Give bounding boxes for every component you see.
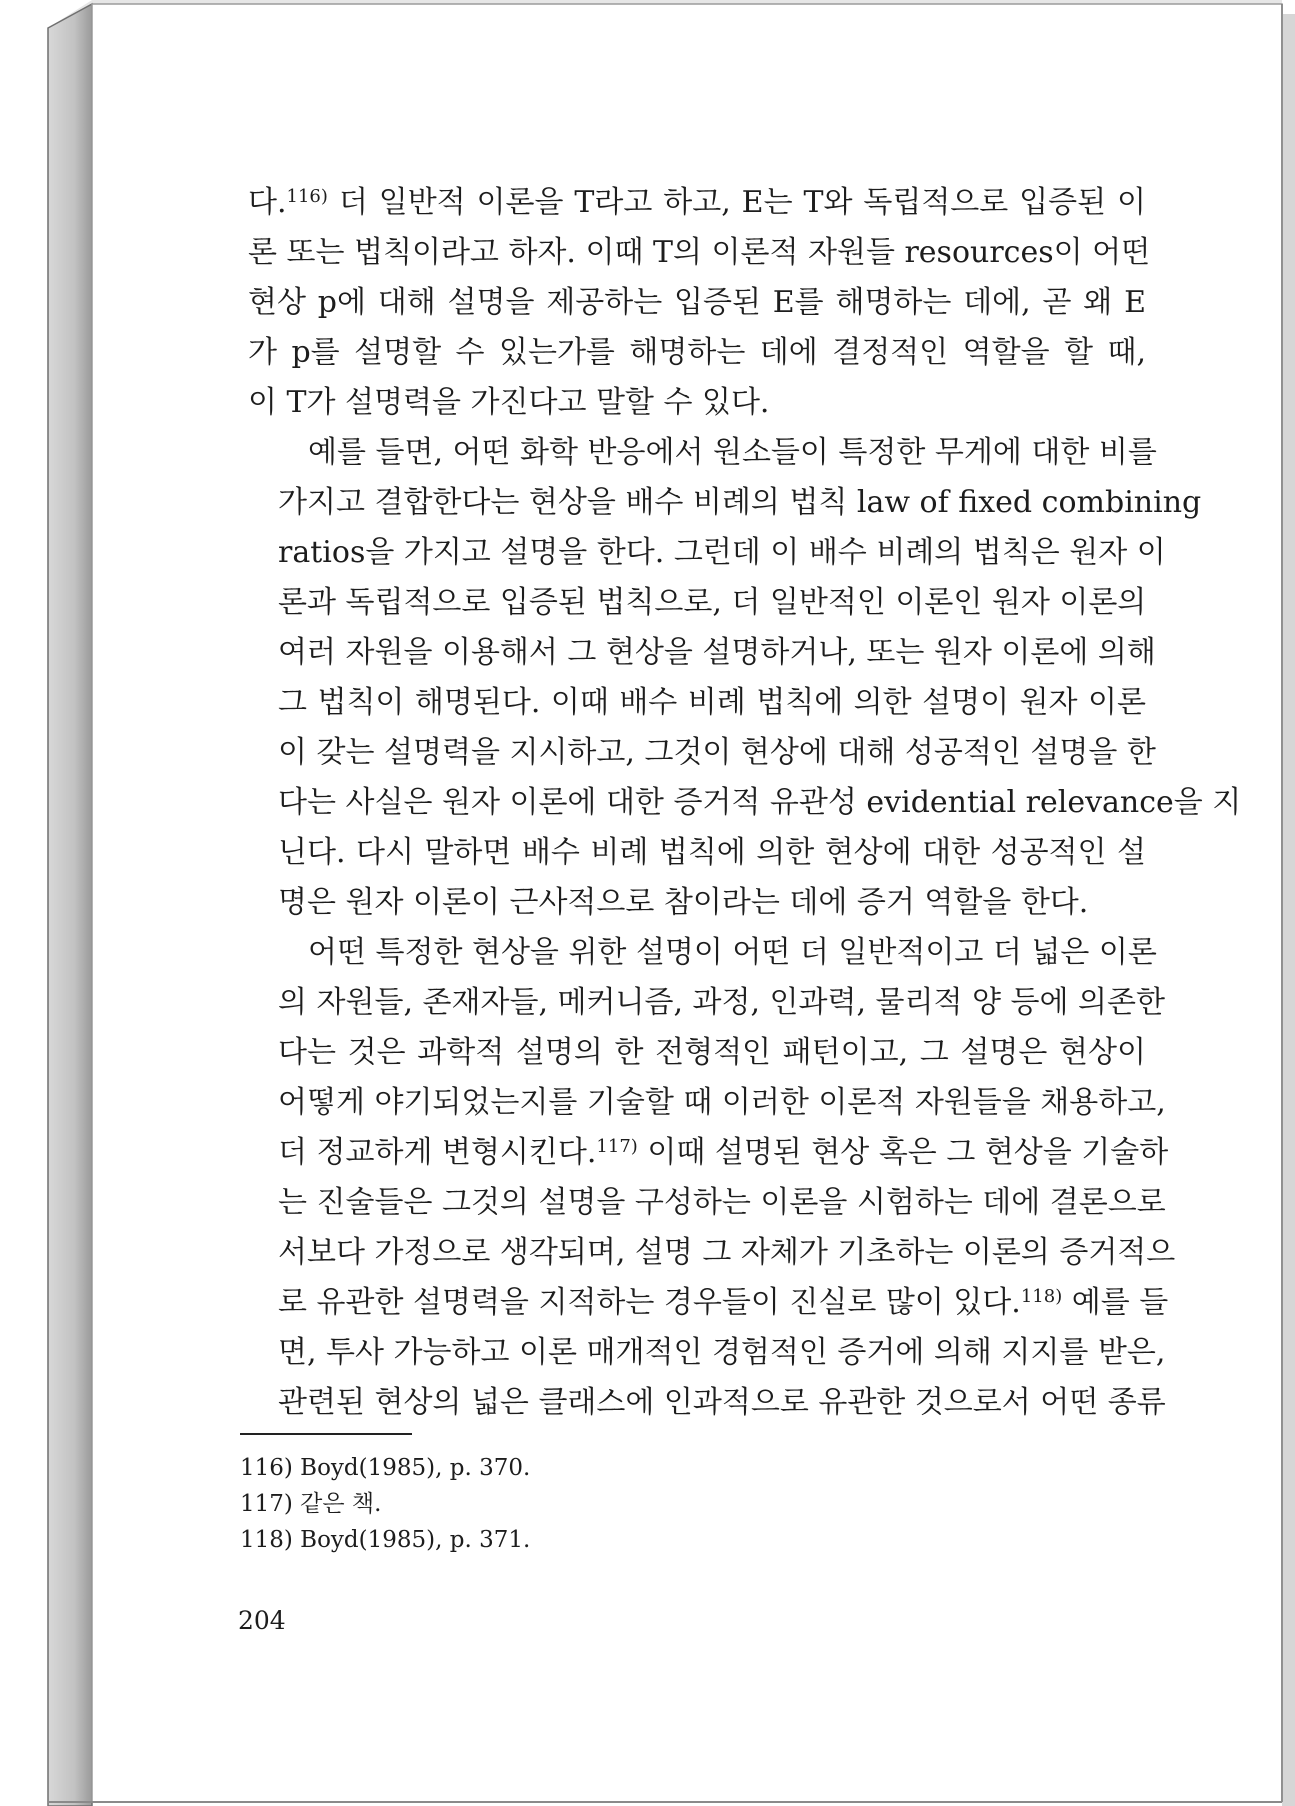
footnote-118: 118) Boyd(1985), p. 371.: [240, 1527, 531, 1553]
footnotes: [240, 1450, 530, 1558]
paragraph-3: [248, 928, 1176, 1428]
paragraph-2: [248, 428, 1242, 928]
text-line: 론 또는 법칙이라고 하자. 이때 T의 이론적 자원들 resources이 어떤: [248, 235, 1151, 270]
text-line: ratios을 가지고 설명을 한다. 그런데 이 배수 비례의 법칙은 원자 이: [278, 535, 1166, 570]
text-line: 다.$^{116)}$ 더 일반적 이론을 T라고 하고, E는 T와 독립적으로 입증된 이: [248, 185, 1146, 220]
footnote-116: 116) Boyd(1985), p. 370.: [240, 1455, 531, 1481]
text-line: 여러 자원을 이용해서 그 현상을 설명하거나, 또는 원자 이론에 의해: [278, 635, 1156, 670]
text-line: 닌다. 다시 말하면 배수 비례 법칙에 의한 현상에 대한 성공적인 설: [278, 835, 1146, 870]
text-line: 더 정교하게 변형시킨다.$^{117)}$ 이때 설명된 현상 혹은 그 현상을 기술하: [278, 1135, 1169, 1170]
footnote-marker: 116): [286, 186, 328, 207]
text-line: 가 p를 설명할 수 있는가를 해명하는 데에 결정적인 역할을 할 때,: [248, 335, 1146, 370]
page-number: 204: [238, 1606, 286, 1635]
text-line: 서보다 가정으로 생각되며, 설명 그 자체가 기초하는 이론의 증거적으: [278, 1235, 1176, 1270]
text-line: 어떻게 야기되었는지를 기술할 때 이러한 이론적 자원들을 채용하고,: [278, 1085, 1166, 1120]
footnote-117: 117) 같은 책.: [240, 1491, 382, 1517]
footnote-marker: 118): [1020, 1286, 1063, 1307]
text-line: 로 유관한 설명력을 지적하는 경우들이 진실로 많이 있다.$^{118)}$ 예를 들: [278, 1285, 1169, 1320]
text-line: 관련된 현상의 넓은 클래스에 인과적으로 유관한 것으로서 어떤 종류: [278, 1385, 1166, 1420]
footnote-divider: [240, 1433, 412, 1435]
paragraph-1: [248, 178, 1151, 428]
text-line: 다는 것은 과학적 설명의 한 전형적인 패턴이고, 그 설명은 현상이: [278, 1035, 1146, 1070]
footnote-marker: 117): [596, 1136, 638, 1157]
text-line: 현상 p에 대해 설명을 제공하는 입증된 E를 해명하는 데에, 곧 왜 E: [248, 285, 1146, 320]
text-line: 예를 들면, 어떤 화학 반응에서 원소들이 특정한 무게에 대한 비를: [308, 435, 1157, 470]
text-line: 는 진술들은 그것의 설명을 구성하는 이론을 시험하는 데에 결론으로: [278, 1185, 1166, 1220]
book-spine: [48, 4, 92, 1806]
text-line: 어떤 특정한 현상을 위한 설명이 어떤 더 일반적이고 더 넓은 이론: [308, 935, 1157, 970]
text-line: 가지고 결합한다는 현상을 배수 비례의 법칙 law of fixed combining: [278, 485, 1202, 520]
page-body: [248, 178, 1242, 1428]
text-line: 다는 사실은 원자 이론에 대한 증거적 유관성 evidential relevance을 지: [278, 785, 1242, 820]
text-line: 그 법칙이 해명된다. 이때 배수 비례 법칙에 의한 설명이 원자 이론: [278, 685, 1146, 720]
text-line: 이 갖는 설명력을 지시하고, 그것이 현상에 대해 성공적인 설명을 한: [278, 735, 1156, 770]
text-line: 의 자원들, 존재자들, 메커니즘, 과정, 인과력, 물리적 양 등에 의존한: [278, 985, 1165, 1020]
text-line: 명은 원자 이론이 근사적으로 참이라는 데에 증거 역할을 한다.: [278, 885, 1089, 920]
text-line: 론과 독립적으로 입증된 법칙으로, 더 일반적인 이론인 원자 이론의: [278, 585, 1147, 620]
text-line: 면, 투사 가능하고 이론 매개적인 경험적인 증거에 의해 지지를 받은,: [278, 1335, 1166, 1370]
text-line: 이 T가 설명력을 가진다고 말할 수 있다.: [248, 385, 770, 420]
